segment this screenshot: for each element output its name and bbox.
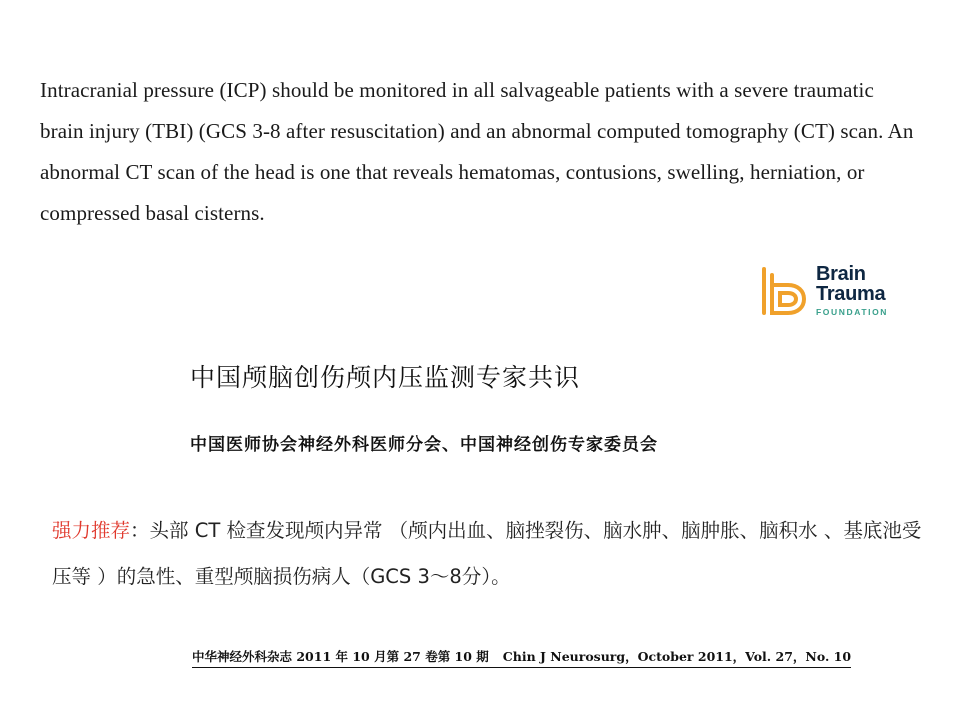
recommendation (52, 508, 922, 600)
brain-trauma-foundation-logo (760, 264, 910, 320)
journal-citation (192, 648, 851, 668)
guideline-statement: Intracranial pressure (ICP) should be monitored in all salvageable patients with a severe traumatic brain injury (TBI) (GCS 3-8 after resuscitation) and an abnormal computed tomography (CT) scan. An abnormal CT scan of the head is one that reveals hematomas, contusions, swelling, herniation, or compressed basal cisterns. (40, 78, 914, 225)
consensus-authors: 中国医师协会神经外科医师分会、中国神经创伤专家委员会 (190, 435, 658, 455)
logo-word-foundation: FOUNDATION (816, 307, 889, 317)
citation-chinese: 中华神经外科杂志 2011 年 10 月第 27 卷第 10 期 (192, 649, 489, 664)
consensus-title: 中国颅脑创伤颅内压监测专家共识 (190, 363, 581, 392)
logo-word-trauma: Trauma (816, 283, 886, 305)
logo-word-brain: Brain (816, 263, 866, 285)
recommendation-label: 强力推荐 (52, 519, 131, 542)
brain-trauma-logo-icon (760, 266, 808, 316)
logo-wordmark (816, 264, 888, 318)
citation-english: Chin J Neurosurg，October 2011，Vol. 27，No. 10 (502, 649, 852, 664)
recommendation-text: ：头部 CT 检查发现颅内异常 （颅内出血、脑挫裂伤、脑水肿、脑肿胀、脑积水 、基底池受压等 ）的急性、重型颅脑损伤病人（GCS 3～8分）。 (52, 519, 922, 588)
